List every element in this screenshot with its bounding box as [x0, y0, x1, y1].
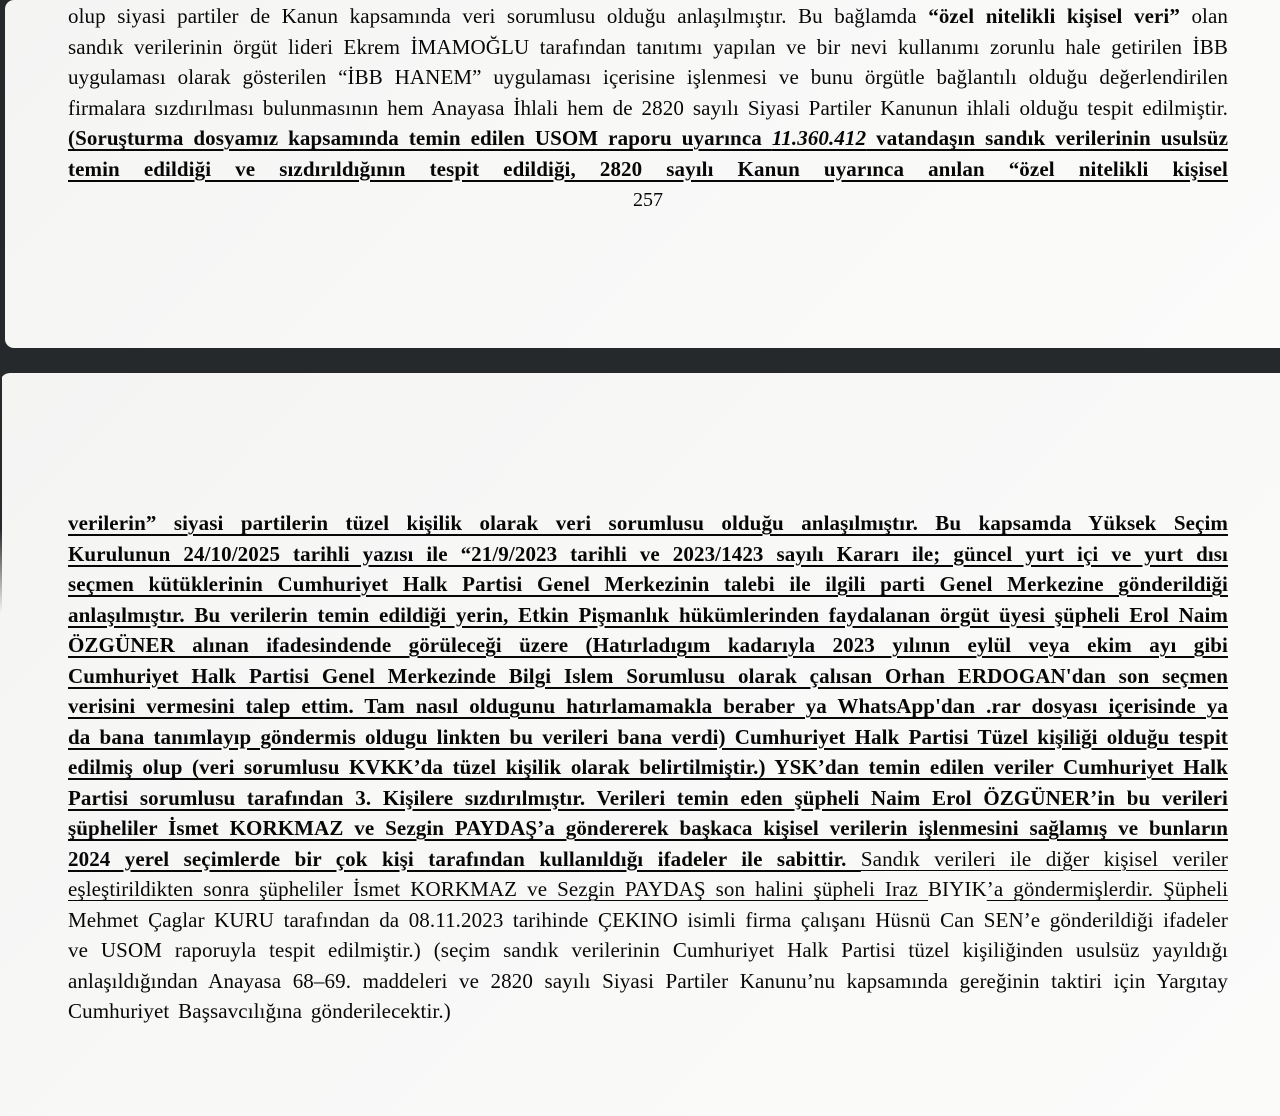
text-run-bold: “özel nitelikli kişisel veri”: [928, 4, 1180, 28]
text-run-bold-underline: (Soruşturma dosyamız kapsamında temin edilen USOM raporu uyarınca: [68, 126, 772, 150]
paragraph-page-next: [68, 508, 1228, 1027]
document-page-next: [0, 373, 1280, 1116]
page-number: 257: [633, 189, 663, 211]
page-separator: [0, 348, 1280, 373]
text-run-bold-italic-underline: 11.360.412: [771, 126, 867, 150]
text-run-bold-underline: vatandaşın sandık verilerinin usulsüz temin edildiği ve sızdırıldığının tespit edildiği, 2820 sayılı Kanun uyarınca anılan “özel nitelikli kişisel: [68, 126, 1228, 181]
text-run: BIYIK: [927, 877, 987, 901]
text-run: olup siyasi partiler de Kanun kapsamında veri sorumlusu olduğu anlaşılmıştır. Bu bağlamda: [68, 4, 929, 28]
paragraph-page-257: [68, 1, 1228, 184]
text-run: olan sandık verilerinin örgüt lideri Ekrem İMAMOĞLU tarafından tanıtımı yapılan ve bir nevi kullanımı zorunlu hale getirilen İBB uygulaması olarak gösterilen “İBB HANEM” uygulaması içerisine işlenmesi ve bunu örgütle bağlantılı olduğu değerlendirilen firmalara sızdırılması bulunmasının hem Anayasa İhlali hem de 2820 sayılı Siyasi Partiler Kanunun ihlali olduğu tespit edilmiştir.: [68, 4, 1229, 120]
document-page-257: [5, 0, 1280, 348]
text-run-underline: Sandık verileri ile diğer kişisel veriler eşleştirildikten sonra şüpheliler İsmet KORKMAZ ve Sezgin PAYDAŞ son halini şüpheli Iraz: [68, 846, 1228, 901]
text-run-bold-underline: verilerin” siyasi partilerin tüzel kişilik olarak veri sorumlusu olduğu anlaşılmıştır. Bu kapsamda Yüksek Seçim Kurulunun 24/10/2025 tarihli yazısı ile “21/9/2023 tarihli ve 2023/1423 sayılı Kararı ile; güncel yurt içi ve yurt dısı seçmen kütüklerinin Cumhuriyet Halk Partisi Genel Merkezinin talebi ile ilgili parti Genel Merkezine gönderildiği anlaşılmıştır. Bu verilerin temin edildiği yerin, Etkin Pişmanlık hükümlerinden faydalanan örgüt üyesi şüpheli Erol Naim ÖZGÜNER alınan ifadesindende görüleceği üzere (Hatırladıgım kadarıyla 2023 yılının eylül veya ekim ayı gibi Cumhuriyet Halk Partisi Genel Merkezinde Bilgi Islem Sorumlusu olarak çalısan Orhan ERDOGAN'dan son seçmen verisini vermesini talep ettim. Tam nasıl oldugunu hatırlamamakla beraber ya WhatsApp'dan .rar dosyası içerisinde ya da bana tanımlayıp göndermis oldugu linkten bu verileri bana verdi) Cumhuriyet Halk Partisi Tüzel kişiliği olduğu tespit edilmiş olup (veri sorumlusu KVKK’da tüzel kişilik olarak belirtilmiştir.) YSK’dan temin edilen veriler Cumhuriyet Halk Partisi sorumlusu tarafından 3. Kişilere sızdırılmıştır. Verileri temin eden şüpheli Naim Erol ÖZGÜNER’in bu verileri şüpheliler İsmet KORKMAZ ve Sezgin PAYDAŞ’a göndererek başkaca kişisel verilerin işlenmesini sağlamış ve bunların 2024 yerel seçimlerde bir çok kişi tarafından kullanıldığı ifadeler ile sabittir.: [68, 511, 1228, 871]
text-run-underline: ’a göndermişlerdir. Şüpheli: [986, 877, 1228, 901]
text-run: Mehmet Çaglar KURU tarafından da 08.11.2023 tarihinde ÇEKINO isimli firma çalışanı Hüsnü Can SEN’e gönderildiği ifadeler ve USOM raporuyla tespit edilmiştir.) (seçim sandık verilerinin Cumhuriyet Halk Partisi tüzel kişiliğinden usulsüz yayıldığı anlaşıldığından Anayasa 68–69. maddeleri ve 2820 sayılı Siyasi Partiler Kanunu’nu kapsamında gereğinin taktiri için Yargıtay Cumhuriyet Başsavcılığına gönderilecektir.): [68, 907, 1228, 1023]
viewer-edge-shadow: [0, 373, 2, 613]
